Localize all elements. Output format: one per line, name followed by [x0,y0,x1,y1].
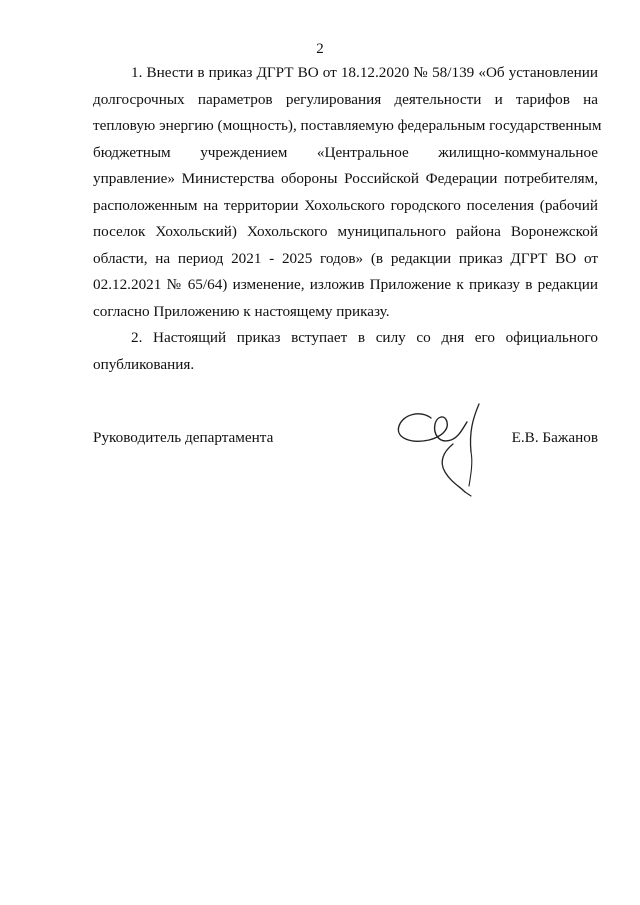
text-line: области, на период 2021 - 2025 годов» (в редакции приказ ДГРТ ВО от [93,249,598,267]
signatory-title: Руководитель департамента [93,429,274,446]
text-line: 1. Внести в приказ ДГРТ ВО от 18.12.2020 № 58/139 «Об установлении [131,64,598,81]
text-line: 2. Настоящий приказ вступает в силу со дня его официального [131,329,598,346]
document-body [93,60,602,378]
text-line: 02.12.2021 № 65/64) изменение, изложив Приложение к приказу в редакции [93,276,598,293]
signatory-name: Е.В. Бажанов [511,429,598,446]
text-line: долгосрочных параметров регулирования деятельности и тарифов на [93,90,598,108]
handwritten-signature [393,400,503,510]
paragraph-2 [93,325,598,378]
paragraph-1 [93,60,602,325]
text-line: расположенным на территории Хохольского городского поселения (рабочий [93,196,598,214]
text-line: поселок Хохольский) Хохольского муниципального района Воронежской [93,223,598,240]
page-number: 2 [316,41,324,57]
text-line: согласно Приложению к настоящему приказу. [93,302,390,320]
text-line: тепловую энергию (мощность), поставляемую федеральным государственным [93,117,602,134]
text-line: опубликования. [93,355,195,373]
text-line: управление» Министерства обороны Российской Федерации потребителям, [93,170,598,187]
signature-block [93,428,598,518]
text-line: бюджетным учреждением «Центральное жилищно-коммунальное [93,143,598,161]
